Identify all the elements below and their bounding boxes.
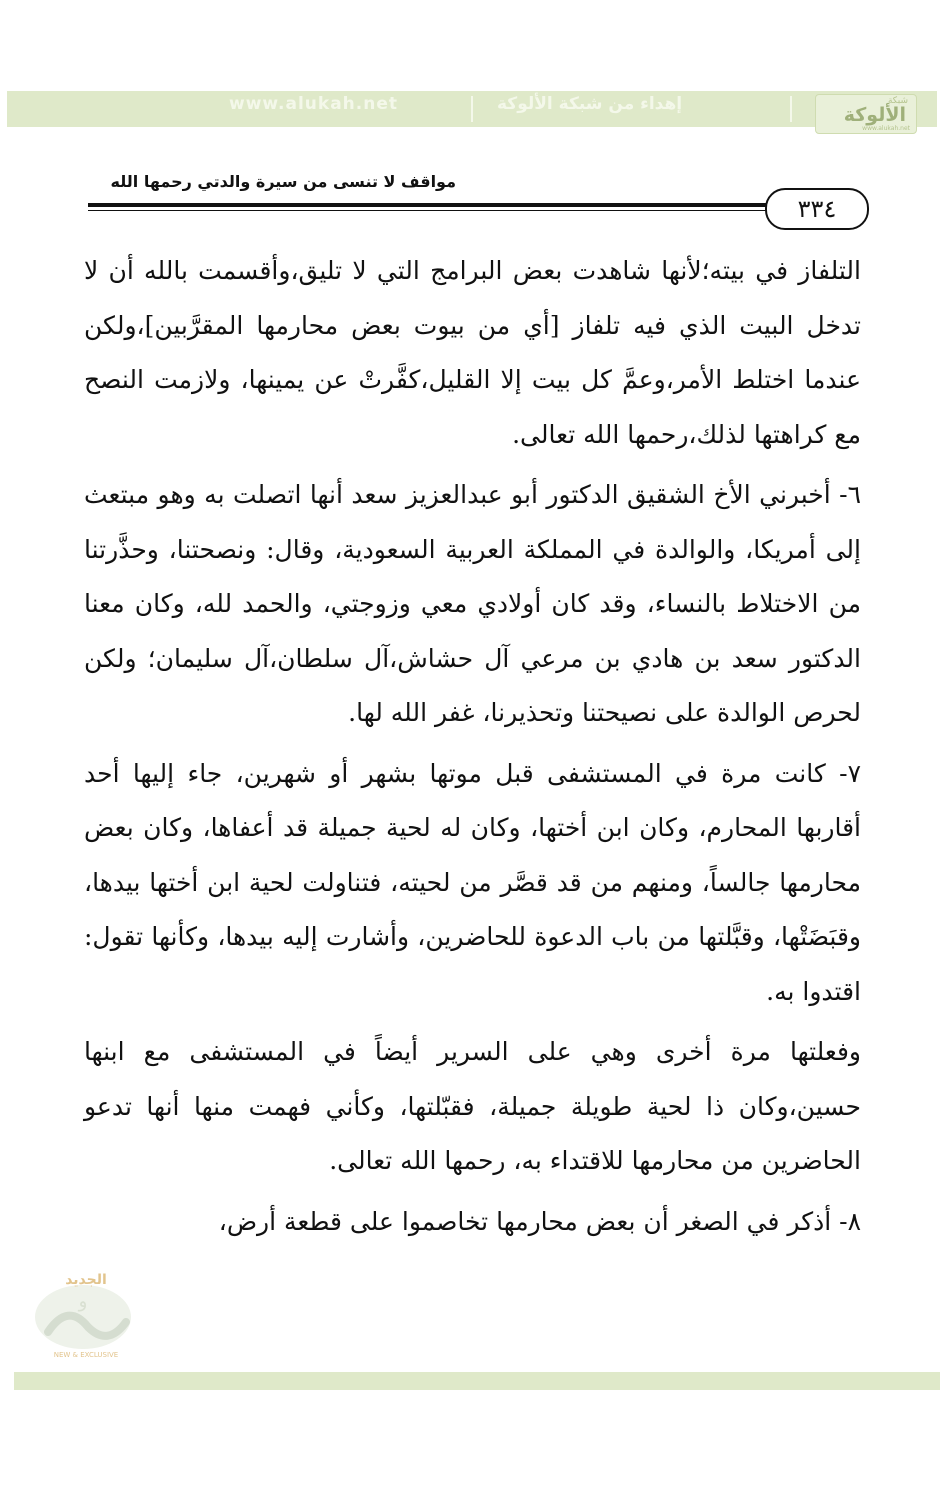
header-rule xyxy=(88,203,776,207)
page-header-title: مواقف لا تنسى من سيرة والدتي رحمها الله xyxy=(110,172,456,191)
watermark-text-mid: و xyxy=(78,1291,88,1312)
watermark-text-top: الجديد xyxy=(65,1272,107,1288)
paragraph: التلفاز في بيته؛لأنها شاهدت بعض البرامج التي لا تليق،وأقسمت بالله أن لا تدخل البيت الذي فيه تلفاز [أي من بيوت بعض محارمها المقرَّبين]،ولكن عندما اختلط الأمر،وعمَّ كل بيت إلا القليل،كفَّرتْ عن يمينها، ولازمت النصح مع كراهتها لذلك،رحمها الله تعالى. xyxy=(84,256,861,449)
banner-tagline: إهداء من شبكة الألوكة xyxy=(497,94,683,114)
header-rule-thin xyxy=(88,210,776,211)
page-number: ٣٣٤ xyxy=(765,188,869,230)
top-banner xyxy=(7,91,937,127)
banner-website: www.alukah.net xyxy=(229,94,398,114)
logo-url-text: www.alukah.net xyxy=(862,125,910,132)
banner-divider xyxy=(790,96,792,122)
paragraph: ٦- أخبرني الأخ الشقيق الدكتور أبو عبدالعزيز سعد أنها اتصلت به وهو مبتعث إلى أمريكا، والوالدة في المملكة العربية السعودية، وقال: ونصحتنا، وحذَّرتنا من الاختلاط بالنساء، وقد كان أولادي معي وزوجتي، والحمد لله، وكان معنا الدكتور سعد بن هادي بن مرعي آل حشاش،آل سلطان،آل سليمان؛ ولكن لحرص الوالدة على نصيحتنا وتحذيرنا، غفر الله لها. xyxy=(84,480,861,727)
alukah-logo xyxy=(815,94,917,134)
banner-divider xyxy=(471,96,473,122)
watermark-logo xyxy=(28,1262,143,1362)
paragraph: وفعلتها مرة أخرى وهي على السرير أيضاً في المستشفى مع ابنها حسين،وكان ذا لحية طويلة جميلة، فقبّلتها، وكأني فهمت منها أنها تدعو الحاضرين من محارمها للاقتداء به، رحمها الله تعالى. xyxy=(84,1037,862,1175)
paragraph: ٧- كانت مرة في المستشفى قبل موتها بشهر أو شهرين، جاء إليها أحد أقاربها المحارم، وكان ابن أختها، وكان له لحية جميلة قد أعفاها، وكان بعض محارمها جالساً، ومنهم من قد قصَّر من لحيته، فتناولت لحية ابن أختها بيدها، وقبَضَتْها، وقبَّلتها من باب الدعوة للحاضرين، وأشارت إليه بيدها، وكأنها تقول: اقتدوا به. xyxy=(84,758,861,1006)
watermark-text-bottom: NEW & EXCLUSIVE xyxy=(53,1351,119,1359)
logo-main-text: الألوكة xyxy=(843,104,906,126)
logo-small-text: شبكة xyxy=(887,96,908,106)
footer-band xyxy=(14,1372,940,1390)
paragraph: ٨- أذكر في الصغر أن بعض محارمها تخاصموا على قطعة أرض، xyxy=(218,1206,861,1236)
body-text xyxy=(84,244,861,1255)
